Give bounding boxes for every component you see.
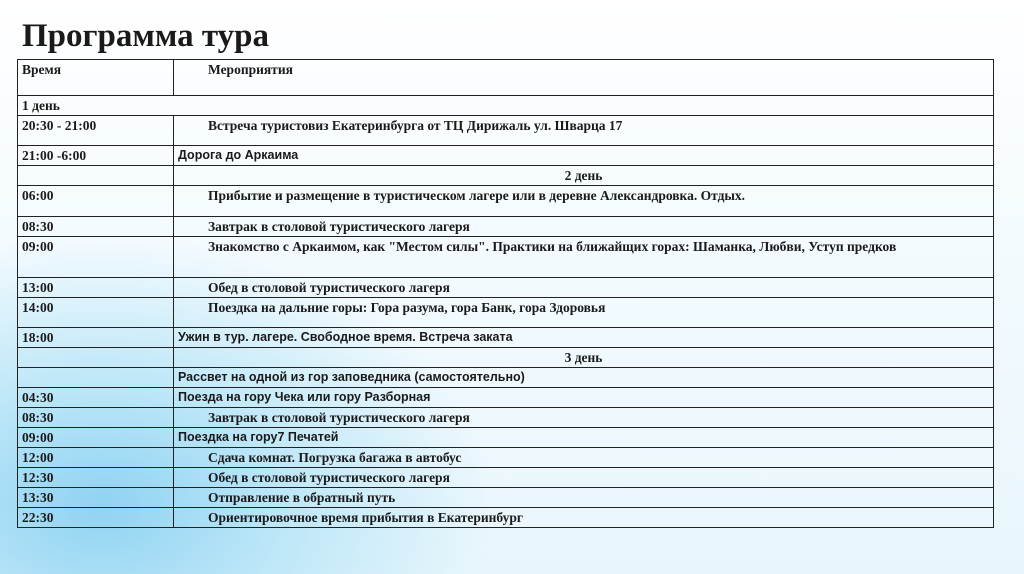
table-row (18, 368, 994, 388)
day-row (18, 348, 994, 368)
header-row (18, 60, 994, 96)
time-cell: 20:30 - 21:00 (18, 116, 174, 146)
day-label: 2 день (174, 166, 994, 186)
event-cell: Прибытие и размещение в туристическом лагере или в деревне Александровка. Отдых. (174, 186, 994, 217)
page-title: Программа тура (22, 18, 269, 54)
table-row (18, 448, 994, 468)
event-cell: Знакомство с Аркаимом, как "Местом силы". Практики на ближайщих горах: Шаманка, Любви, Уступ предков (174, 237, 994, 278)
schedule-table (17, 59, 994, 528)
event-cell: Ужин в тур. лагере. Свободное время. Встреча заката (174, 328, 994, 348)
header-event: Мероприятия (174, 60, 994, 96)
time-cell: 12:00 (18, 448, 174, 468)
event-cell: Рассвет на одной из гор заповедника (самостоятельно) (174, 368, 994, 388)
table-row (18, 488, 994, 508)
time-cell: 08:30 (18, 408, 174, 428)
table-row (18, 116, 994, 146)
time-cell: 09:00 (18, 237, 174, 278)
event-cell: Обед в столовой туристического лагеря (174, 278, 994, 298)
table-row (18, 278, 994, 298)
event-cell: Встреча туристовиз Екатеринбурга от ТЦ Дирижаль ул. Шварца 17 (174, 116, 994, 146)
event-cell: Дорога до Аркаима (174, 146, 994, 166)
time-cell: 09:00 (18, 428, 174, 448)
time-cell (18, 166, 174, 186)
day-label: 3 день (174, 348, 994, 368)
day-row (18, 166, 994, 186)
day-row (18, 96, 994, 116)
table-row (18, 217, 994, 237)
table-row (18, 328, 994, 348)
table-row (18, 428, 994, 448)
day-label: 1 день (18, 96, 994, 116)
event-cell: Завтрак в столовой туристического лагеря (174, 217, 994, 237)
table-row (18, 146, 994, 166)
time-cell: 12:30 (18, 468, 174, 488)
table-row (18, 388, 994, 408)
time-cell: 21:00 -6:00 (18, 146, 174, 166)
time-cell: 08:30 (18, 217, 174, 237)
event-cell: Завтрак в столовой туристического лагеря (174, 408, 994, 428)
event-cell: Ориентировочное время прибытия в Екатеринбург (174, 508, 994, 528)
table-row (18, 468, 994, 488)
event-cell: Сдача комнат. Погрузка багажа в автобус (174, 448, 994, 468)
event-cell: Отправление в обратный путь (174, 488, 994, 508)
time-cell: 18:00 (18, 328, 174, 348)
time-cell: 04:30 (18, 388, 174, 408)
table-row (18, 186, 994, 217)
time-cell (18, 348, 174, 368)
event-cell: Поездка на гору7 Печатей (174, 428, 994, 448)
time-cell: 22:30 (18, 508, 174, 528)
table-row (18, 237, 994, 278)
time-cell: 13:00 (18, 278, 174, 298)
table-row (18, 508, 994, 528)
event-cell: Поездка на дальние горы: Гора разума, гора Банк, гора Здоровья (174, 298, 994, 328)
event-cell: Поезда на гору Чека или гору Разборная (174, 388, 994, 408)
time-cell: 14:00 (18, 298, 174, 328)
time-cell (18, 368, 174, 388)
time-cell: 13:30 (18, 488, 174, 508)
time-cell: 06:00 (18, 186, 174, 217)
table-row (18, 298, 994, 328)
header-time: Время (18, 60, 174, 96)
table-row (18, 408, 994, 428)
event-cell: Обед в столовой туристического лагеря (174, 468, 994, 488)
